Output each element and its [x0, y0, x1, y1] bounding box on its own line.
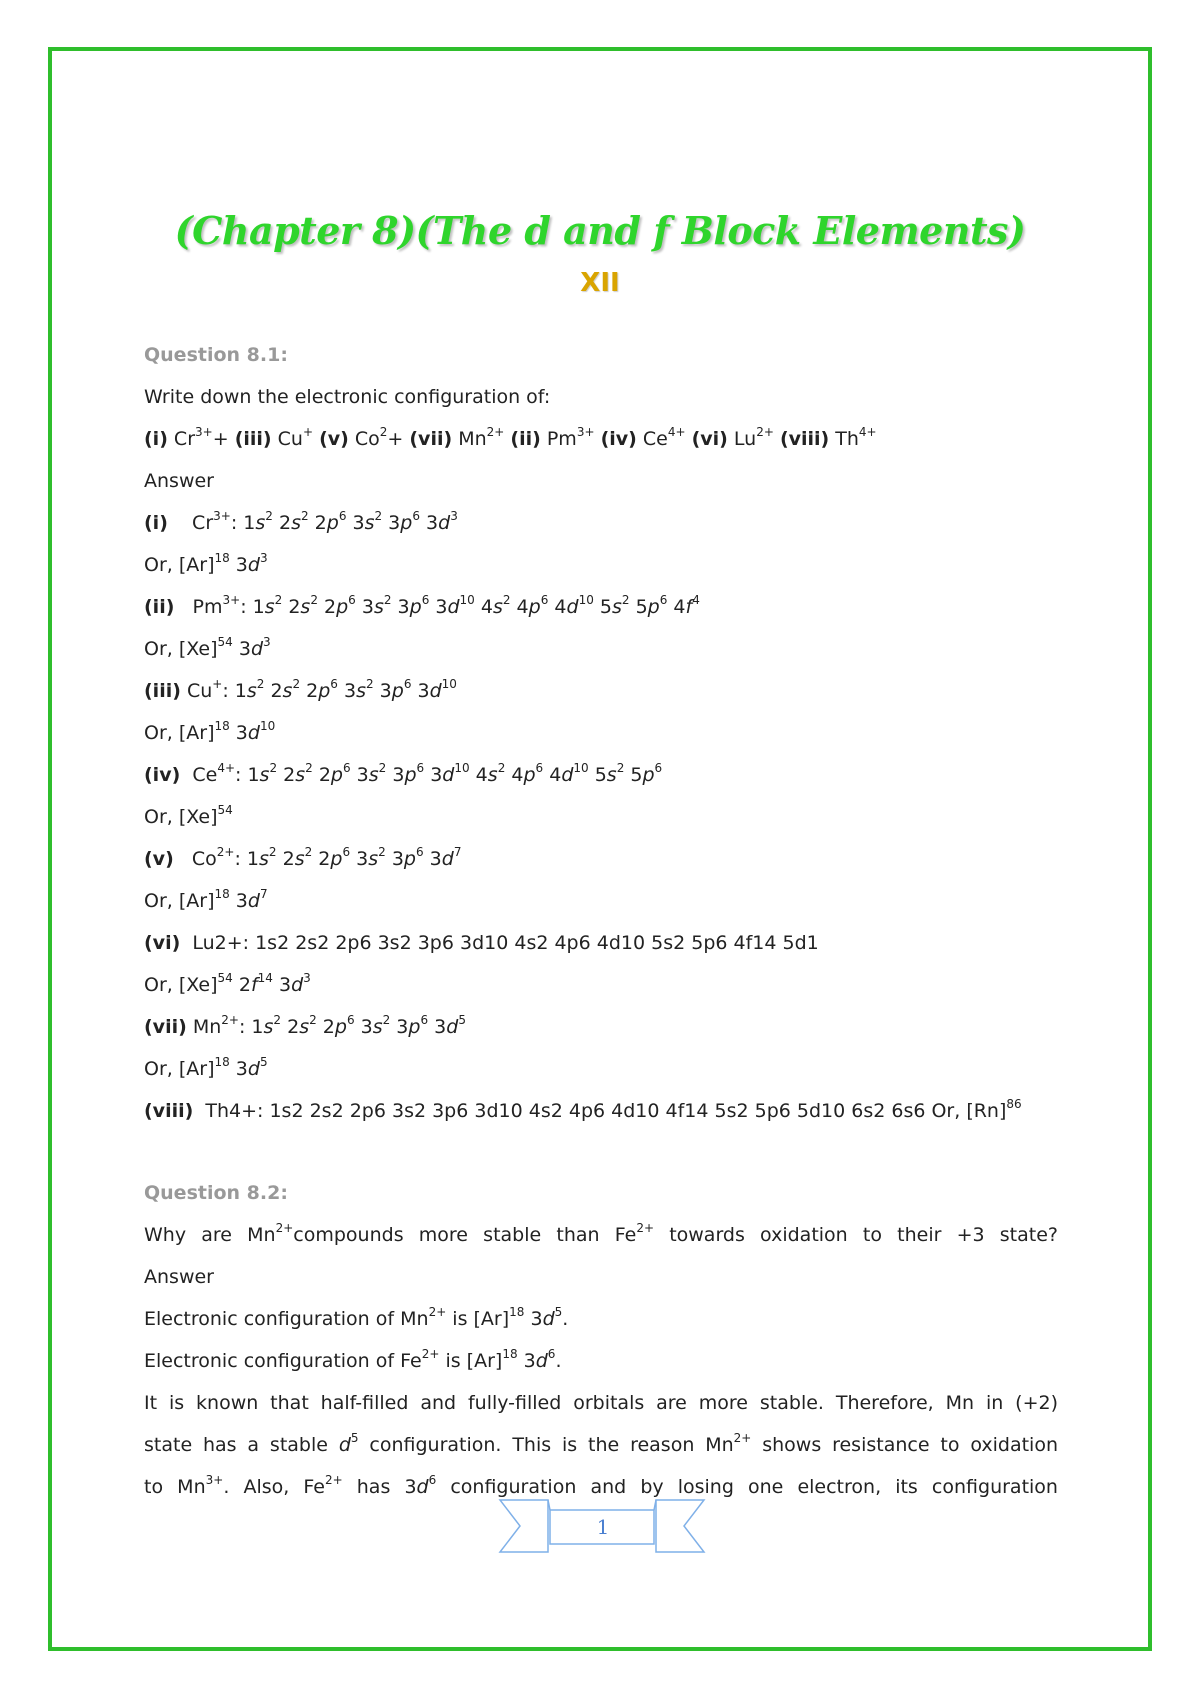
answer-text: state has a stable $d^5$ configuration. This is the reason $Mn^{2+}$ shows resistance to oxidation	[144, 1431, 1058, 1456]
document-body	[144, 334, 1058, 1508]
config-th: (viii) Th4+: 1s2 2s2 2p6 3s2 3p6 3d10 4s2 4p6 4d10 4f14 5s2 5p6 5d10 6s2 6s6 Or, $[Rn]^{86}$	[144, 1097, 1022, 1122]
answer-text: It is known that half-filled and fully-filled orbitals are more stable. Therefore, Mn in (+2)	[144, 1392, 1058, 1414]
config-pm: (ii) $Pm^{3+}$: $1s^2$ $2s^2$ $2p^6$ $3s^2$ $3p^6$ $3d^{10}$ $4s^2$ $4p^6$ $4d^{10}$ $5s^2$ $5p^6$ $4f^4$	[144, 593, 700, 618]
config-cr-short: Or, $[Ar]^{18}$ $3d^3$	[144, 551, 268, 576]
config-lu: (vi) Lu2+: 1s2 2s2 2p6 3s2 3p6 3d10 4s2 4p6 4d10 5s2 5p6 4f14 5d1	[144, 932, 819, 954]
config-co-short: Or, $[Ar]^{18}$ $3d^7$	[144, 887, 268, 912]
config-ce: (iv) $Ce^{4+}$: $1s^2$ $2s^2$ $2p^6$ $3s^2$ $3p^6$ $3d^{10}$ $4s^2$ $4p^6$ $4d^{10}$ $5s^2$ $5p^6$	[144, 761, 663, 786]
config-cu: (iii) Cu+: $1s^2$ $2s^2$ $2p^6$ $3s^2$ $3p^6$ $3d^{10}$	[144, 677, 457, 702]
config-mn-short: Or, $[Ar]^{18}$ $3d^5$	[144, 1055, 268, 1080]
question-text: Write down the electronic configuration of:	[144, 386, 551, 408]
config-co: (v) $Co^{2+}$: $1s^2$ $2s^2$ $2p^6$ $3s^2$ $3p^6$ $3d^7$	[144, 845, 462, 870]
grade-label: XII	[580, 268, 620, 298]
question-heading: Question 8.1:	[144, 344, 288, 366]
config-mn: (vii) $Mn^{2+}$: $1s^2$ $2s^2$ $2p^6$ $3s^2$ $3p^6$ $3d^5$	[144, 1013, 466, 1038]
config-cr: (i) $Cr^{3+}$: $1s^2$ $2s^2$ $2p^6$ $3s^2$ $3p^6$ $3d^3$	[144, 509, 458, 534]
question-heading: Question 8.2:	[144, 1182, 288, 1204]
config-pm-short: Or, $[Xe]^{54}$ $3d^3$	[144, 635, 271, 660]
page-number: 1	[596, 1515, 610, 1539]
question-text: Why are $Mn^{2+}compounds$ more stable than $Fe^{2+}$ towards oxidation to their +3 state?	[144, 1221, 1058, 1246]
ion-list: (i) $Cr^{3+}+ (iii)$ Cu+ (v) $Co^2+ (vii)$ $Mn^{2+}$ (ii) $Pm^{3+}$ (iv) $Ce^{4+}$ (vi) $Lu^{2+}$ (viii) $Th^{4+}$	[144, 425, 877, 450]
answer-text: Electronic configuration of $Mn^{2+}$ is $[Ar]^{18}$ $3d^5$.	[144, 1305, 569, 1330]
answer-label: Answer	[144, 1266, 214, 1288]
chapter-title: (Chapter 8)(The d and f Block Elements)	[174, 208, 1026, 253]
config-cu-short: Or, $[Ar]^{18}$ $3d^{10}$	[144, 719, 276, 744]
config-lu-short: Or, $[Xe]^{54}$ $2f^{14}$ $3d^3$	[144, 971, 311, 996]
answer-text: to $Mn^{3+}$. Also, $Fe^{2+}$ has $3d^6$ configuration and by losing one electron, its configuration	[144, 1473, 1058, 1498]
config-ce-short: Or, $[Xe]^{54}$	[144, 803, 233, 828]
answer-label: Answer	[144, 470, 214, 492]
answer-text: Electronic configuration of $Fe^{2+}$ is $[Ar]^{18}$ $3d^6$.	[144, 1347, 562, 1372]
